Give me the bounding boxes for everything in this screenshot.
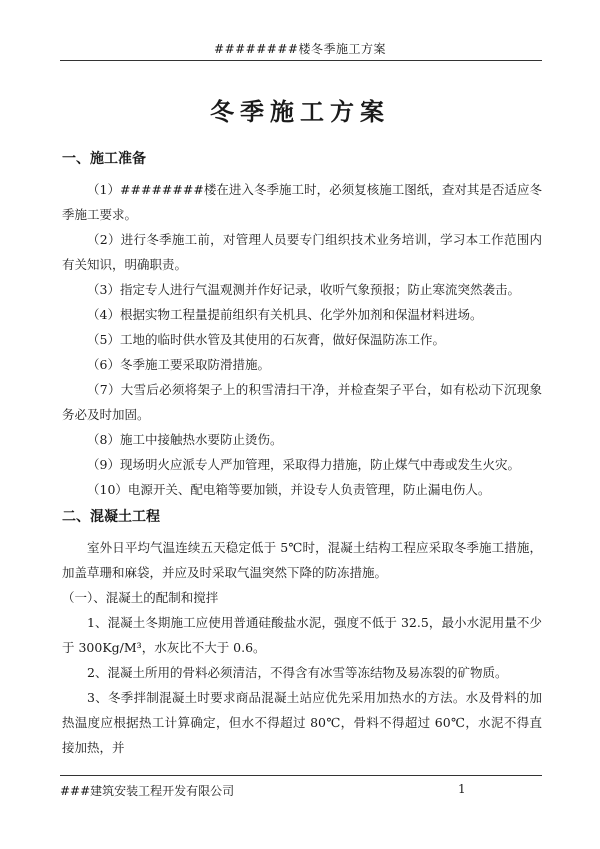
section-heading-preparation: 一、施工准备 bbox=[62, 151, 146, 167]
prep-item-6: （6）冬季施工要采取防滑措施。 bbox=[87, 357, 270, 372]
footer-company: ###建筑安装工程开发有限公司 bbox=[60, 784, 235, 798]
prep-item-7: （7）大雪后必须将架子上的积雪清扫干净，并检查架子平台，如有松动下沉现象务必及时加固。 bbox=[62, 382, 542, 422]
subsection-heading-mixing: （一）、混凝土的配制和搅拌 bbox=[62, 590, 219, 605]
running-header: ########楼冬季施工方案 bbox=[214, 42, 386, 56]
header-rule bbox=[60, 60, 542, 61]
prep-item-3: （3）指定专人进行气温观测并作好记录，收听气象预报；防止寒流突然袭击。 bbox=[87, 282, 520, 297]
prep-item-5: （5）工地的临时供水管及其使用的石灰膏，做好保温防冻工作。 bbox=[87, 332, 445, 347]
section-heading-concrete: 二、混凝土工程 bbox=[62, 509, 160, 525]
mixing-item-1: 1、混凝土冬期施工应使用普通硅酸盐水泥，强度不低于 32.5，最小水泥用量不少于 300Kg/M³，水灰比不大于 0.6。 bbox=[62, 615, 542, 655]
prep-item-2: （2）进行冬季施工前，对管理人员要专门组织技术业务培训，学习本工作范围内有关知识，明确职责。 bbox=[62, 232, 542, 272]
mixing-item-2: 2、混凝土所用的骨料必须清洁，不得含有冰雪等冻结物及易冻裂的矿物质。 bbox=[87, 665, 508, 680]
concrete-intro: 室外日平均气温连续五天稳定低于 5℃时，混凝土结构工程应采取冬季施工措施，加盖草珊和麻袋，并应及时采取气温突然下降的防冻措施。 bbox=[62, 540, 542, 580]
prep-item-10: （10）电源开关、配电箱等要加锁，并设专人负责管理，防止漏电伤人。 bbox=[87, 482, 491, 497]
prep-item-9: （9）现场明火应派专人严加管理，采取得力措施，防止煤气中毒或发生火灾。 bbox=[87, 457, 520, 472]
prep-item-4: （4）根据实物工程量提前组织有关机具、化学外加剂和保温材料进场。 bbox=[87, 307, 483, 322]
document-body bbox=[62, 148, 542, 760]
mixing-item-3: 3、冬季拌制混凝土时要求商品混凝土站应优先采用加热水的方法。水及骨料的加热温度应根据热工计算确定，但水不得超过 80℃，骨料不得超过 60℃，水泥不得直接加热，并 bbox=[62, 690, 542, 755]
prep-item-1: （1）########楼在进入冬季施工时，必须复核施工图纸，查对其是否适应冬季施工要求。 bbox=[62, 182, 542, 222]
prep-item-8: （8）施工中接触热水要防止烫伤。 bbox=[87, 432, 283, 447]
page-number: 1 bbox=[458, 782, 466, 796]
document-title: 冬季施工方案 bbox=[210, 97, 390, 126]
footer-rule bbox=[60, 775, 542, 776]
